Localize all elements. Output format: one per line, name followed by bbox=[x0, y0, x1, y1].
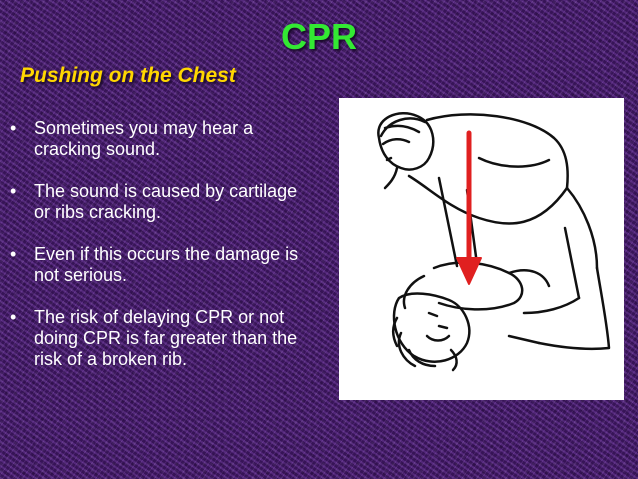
bullet-text: Even if this occurs the damage is not serious. bbox=[34, 244, 299, 285]
patient-shoulder bbox=[404, 276, 424, 308]
slide-title: CPR bbox=[280, 16, 357, 57]
bullet-icon: • bbox=[10, 118, 17, 138]
bullet-icon: • bbox=[10, 181, 17, 201]
bullet-icon: • bbox=[10, 307, 17, 327]
rescuer-lower-leg bbox=[539, 268, 609, 349]
bullet-text: Sometimes you may hear a cracking sound. bbox=[34, 118, 254, 159]
patient-body bbox=[434, 263, 522, 310]
compression-arrow-head bbox=[457, 258, 481, 284]
bullet-item bbox=[10, 181, 310, 223]
patient-hair bbox=[393, 318, 435, 366]
bullet-icon: • bbox=[10, 244, 17, 264]
rescuer-back bbox=[427, 114, 568, 188]
rescuer-torso bbox=[409, 176, 567, 224]
rescuer-arm-left bbox=[439, 178, 457, 266]
bullet-text: The risk of delaying CPR or not doing CPR is far greater than the risk of a broken rib. bbox=[34, 307, 298, 369]
bullet-item bbox=[10, 244, 310, 286]
slide-subtitle: Pushing on the Chest bbox=[20, 64, 236, 87]
patient-face bbox=[427, 313, 449, 341]
bullet-item bbox=[10, 118, 310, 160]
rescuer-hair bbox=[381, 118, 425, 144]
rescuer-foot bbox=[509, 336, 539, 343]
rescuer-thigh bbox=[565, 228, 579, 298]
bullet-item bbox=[10, 307, 310, 370]
rescuer-knee bbox=[524, 298, 579, 313]
bullet-text: The sound is caused by cartilage or ribs cracking. bbox=[34, 181, 298, 222]
cpr-illustration bbox=[339, 98, 624, 400]
cpr-illustration-drawing bbox=[339, 98, 624, 400]
rescuer-shirt-line bbox=[479, 158, 549, 167]
bullet-list bbox=[10, 118, 310, 391]
patient-chin bbox=[451, 350, 457, 370]
